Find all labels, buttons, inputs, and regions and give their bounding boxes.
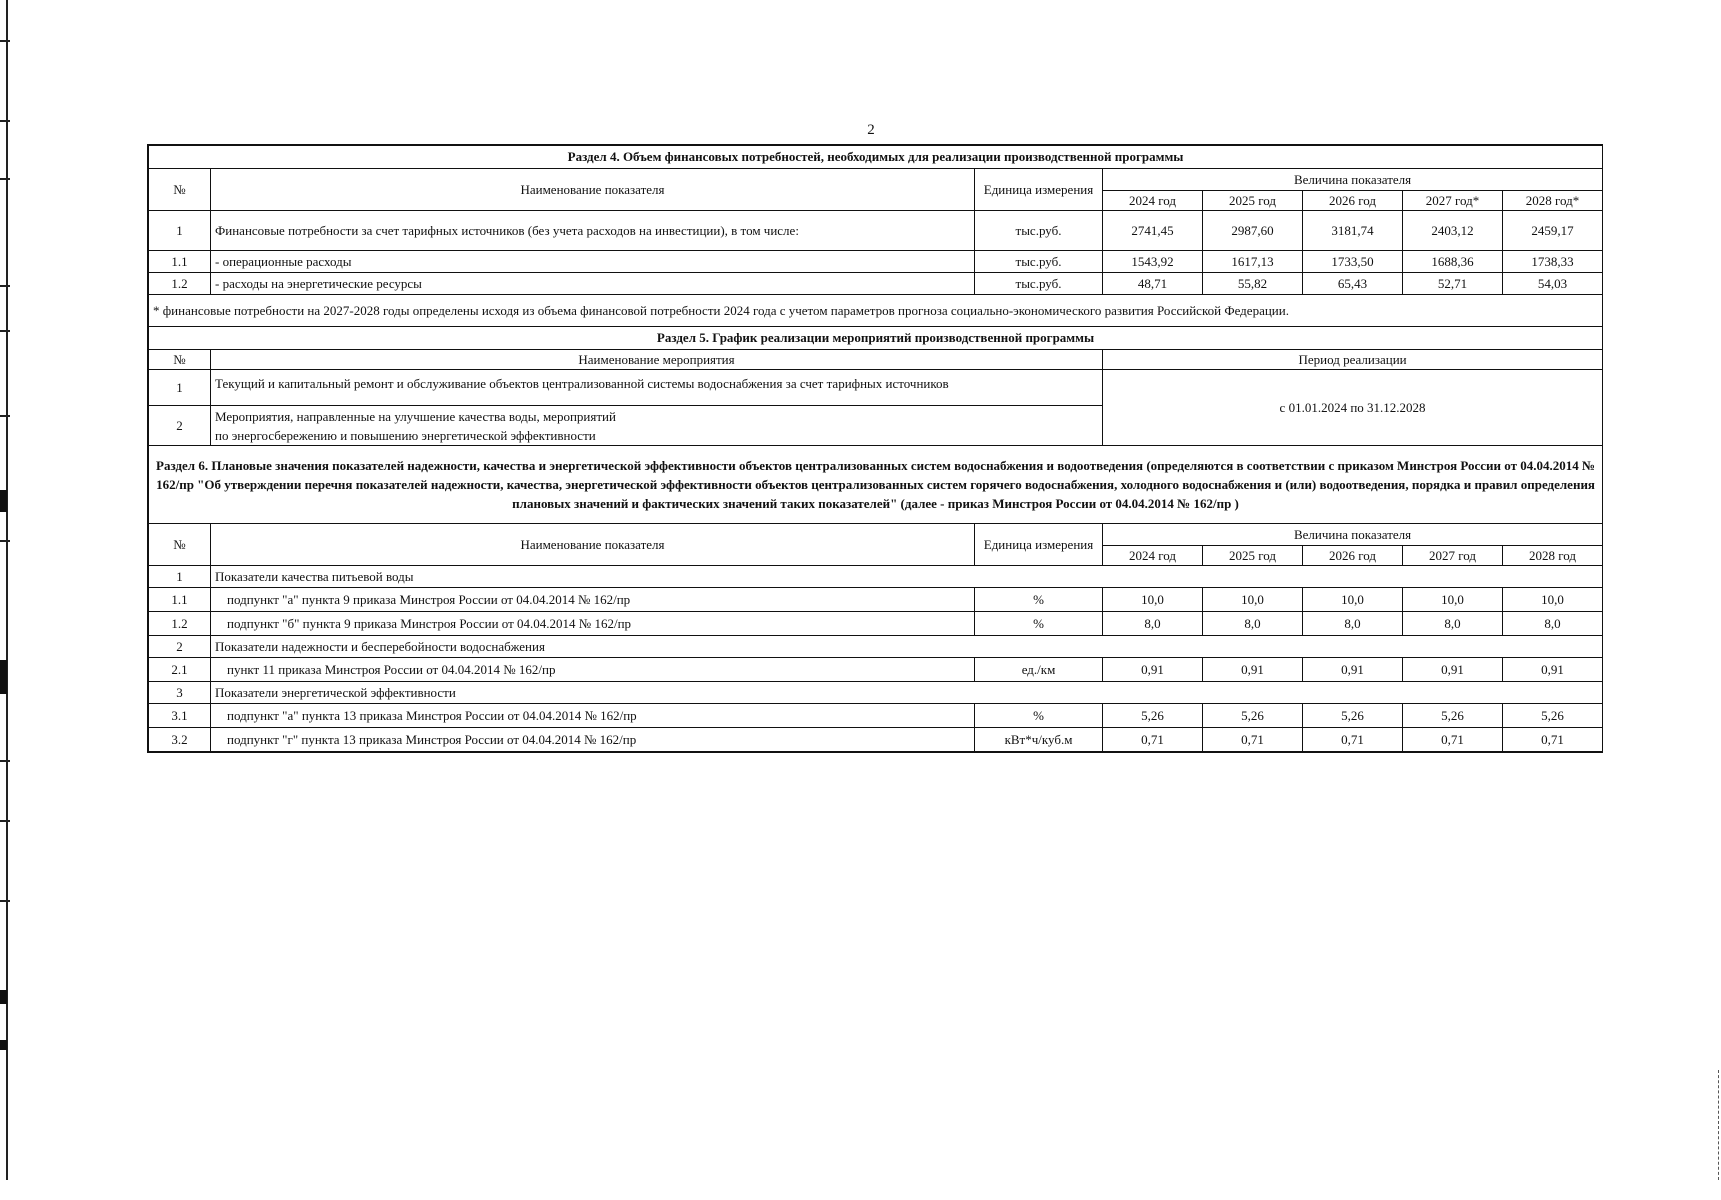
row-num: 1.1 <box>149 588 211 612</box>
header-activity-name: Наименование мероприятия <box>211 350 1103 370</box>
row-unit: кВт*ч/куб.м <box>975 728 1103 752</box>
row-num: 3 <box>149 682 211 704</box>
row-value: 8,0 <box>1403 612 1503 636</box>
row-value: 8,0 <box>1303 612 1403 636</box>
row-value: 8,0 <box>1103 612 1203 636</box>
header-num: № <box>149 169 211 211</box>
row-value: 8,0 <box>1503 612 1603 636</box>
row-name: Текущий и капитальный ремонт и обслуживание объектов централизованной системы водоснабжения за счет тарифных источников <box>211 370 1103 406</box>
header-unit: Единица измерения <box>975 169 1103 211</box>
table-row <box>149 273 1603 295</box>
header-unit: Единица измерения <box>975 524 1103 566</box>
period-value: с 01.01.2024 по 31.12.2028 <box>1103 370 1603 446</box>
row-name: подпункт "б" пункта 9 приказа Минстроя России от 04.04.2014 № 162/пр <box>211 612 975 636</box>
row-value: 2459,17 <box>1503 211 1603 251</box>
row-num: 1.1 <box>149 251 211 273</box>
section4-title: Раздел 4. Объем финансовых потребностей, необходимых для реализации производственной программы <box>149 146 1603 169</box>
main-table <box>148 145 1603 752</box>
row-value: 10,0 <box>1303 588 1403 612</box>
row-num: 1.2 <box>149 273 211 295</box>
header-num: № <box>149 524 211 566</box>
header-year: 2025 год <box>1203 546 1303 566</box>
row-value: 0,91 <box>1503 658 1603 682</box>
table-row <box>149 251 1603 273</box>
row-unit: тыс.руб. <box>975 211 1103 251</box>
header-year: 2024 год <box>1103 191 1203 211</box>
table-row <box>149 370 1603 406</box>
row-num: 2 <box>149 406 211 446</box>
group-name: Показатели энергетической эффективности <box>211 682 1603 704</box>
row-name: - операционные расходы <box>211 251 975 273</box>
row-value: 65,43 <box>1303 273 1403 295</box>
group-row <box>149 636 1603 658</box>
row-value: 10,0 <box>1103 588 1203 612</box>
row-value: 8,0 <box>1203 612 1303 636</box>
section5-title: Раздел 5. График реализации мероприятий производственной программы <box>149 327 1603 350</box>
header-name: Наименование показателя <box>211 169 975 211</box>
row-num: 1 <box>149 370 211 406</box>
row-value: 0,91 <box>1103 658 1203 682</box>
row-value: 48,71 <box>1103 273 1203 295</box>
row-num: 2.1 <box>149 658 211 682</box>
row-num: 1 <box>149 211 211 251</box>
row-unit: тыс.руб. <box>975 273 1103 295</box>
row-value: 54,03 <box>1503 273 1603 295</box>
row-value: 2987,60 <box>1203 211 1303 251</box>
row-value: 0,91 <box>1403 658 1503 682</box>
header-value-group: Величина показателя <box>1103 524 1603 546</box>
row-value: 0,71 <box>1103 728 1203 752</box>
row-value: 10,0 <box>1403 588 1503 612</box>
row-value: 1688,36 <box>1403 251 1503 273</box>
header-period: Период реализации <box>1103 350 1603 370</box>
row-value: 5,26 <box>1103 704 1203 728</box>
row-value: 3181,74 <box>1303 211 1403 251</box>
row-value: 0,71 <box>1203 728 1303 752</box>
row-unit: % <box>975 588 1103 612</box>
table-row <box>149 588 1603 612</box>
section6-title: Раздел 6. Плановые значения показателей надежности, качества и энергетической эффективности объектов централизованных систем водоснабжения и водоотведения (определяются в соответствии с приказом Минстроя России от 04.04.2014 № 162/пр "Об утверждении перечня показателей надежности, качества, энергетической эффективности объектов централизованных систем горячего водоснабжения, холодного водоснабжения и (или) водоотведения, порядка и правил определения плановых значений и фактических значений таких показателей" (далее - приказ Минстроя России от 04.04.2014 № 162/пр ) <box>149 446 1603 524</box>
row-value: 0,91 <box>1203 658 1303 682</box>
header-year: 2028 год <box>1503 546 1603 566</box>
row-value: 55,82 <box>1203 273 1303 295</box>
table-row <box>149 658 1603 682</box>
table-row <box>149 211 1603 251</box>
group-row <box>149 682 1603 704</box>
header-num: № <box>149 350 211 370</box>
row-value: 2403,12 <box>1403 211 1503 251</box>
row-name: пункт 11 приказа Минстроя России от 04.04.2014 № 162/пр <box>211 658 975 682</box>
header-value-group: Величина показателя <box>1103 169 1603 191</box>
row-value: 5,26 <box>1403 704 1503 728</box>
row-num: 3.2 <box>149 728 211 752</box>
row-value: 0,71 <box>1303 728 1403 752</box>
row-value: 1543,92 <box>1103 251 1203 273</box>
row-value: 5,26 <box>1503 704 1603 728</box>
row-value: 0,71 <box>1503 728 1603 752</box>
row-value: 2741,45 <box>1103 211 1203 251</box>
group-name: Показатели качества питьевой воды <box>211 566 1603 588</box>
row-value: 10,0 <box>1203 588 1303 612</box>
document-tables <box>147 144 1603 753</box>
row-unit: ед./км <box>975 658 1103 682</box>
header-year: 2027 год <box>1403 546 1503 566</box>
row-value: 1733,50 <box>1303 251 1403 273</box>
table-row <box>149 728 1603 752</box>
scan-margin-marks <box>1714 1070 1719 1180</box>
row-value: 52,71 <box>1403 273 1503 295</box>
header-year: 2028 год* <box>1503 191 1603 211</box>
page-number: 2 <box>867 122 875 138</box>
row-value: 5,26 <box>1303 704 1403 728</box>
row-value: 1617,13 <box>1203 251 1303 273</box>
row-value: 5,26 <box>1203 704 1303 728</box>
header-year: 2025 год <box>1203 191 1303 211</box>
row-value: 1738,33 <box>1503 251 1603 273</box>
row-value: 0,91 <box>1303 658 1403 682</box>
row-name: подпункт "а" пункта 13 приказа Минстроя России от 04.04.2014 № 162/пр <box>211 704 975 728</box>
row-value: 0,71 <box>1403 728 1503 752</box>
header-year: 2027 год* <box>1403 191 1503 211</box>
row-num: 1.2 <box>149 612 211 636</box>
row-name: Финансовые потребности за счет тарифных источников (без учета расходов на инвестиции), в том числе: <box>211 211 975 251</box>
header-year: 2024 год <box>1103 546 1203 566</box>
row-unit: % <box>975 612 1103 636</box>
row-name <box>211 406 1103 446</box>
header-year: 2026 год <box>1303 546 1403 566</box>
group-row <box>149 566 1603 588</box>
row-name: подпункт "г" пункта 13 приказа Минстроя России от 04.04.2014 № 162/пр <box>211 728 975 752</box>
row-unit: % <box>975 704 1103 728</box>
header-name: Наименование показателя <box>211 524 975 566</box>
scan-edge-strip <box>0 0 14 1200</box>
row-num: 2 <box>149 636 211 658</box>
row-name: - расходы на энергетические ресурсы <box>211 273 975 295</box>
row-value: 10,0 <box>1503 588 1603 612</box>
section4-footnote: * финансовые потребности на 2027-2028 годы определены исходя из объема финансовой потребности 2024 года с учетом параметров прогноза социально-экономического развития Российской Федерации. <box>149 295 1603 327</box>
group-name: Показатели надежности и бесперебойности водоснабжения <box>211 636 1603 658</box>
header-year: 2026 год <box>1303 191 1403 211</box>
row-name-line: Мероприятия, направленные на улучшение качества воды, мероприятий <box>215 408 616 424</box>
row-num: 3.1 <box>149 704 211 728</box>
row-name: подпункт "а" пункта 9 приказа Минстроя России от 04.04.2014 № 162/пр <box>211 588 975 612</box>
table-row <box>149 704 1603 728</box>
row-num: 1 <box>149 566 211 588</box>
row-unit: тыс.руб. <box>975 251 1103 273</box>
row-name-line: по энергосбережению и повышению энергетической эффективности <box>215 427 596 443</box>
table-row <box>149 612 1603 636</box>
